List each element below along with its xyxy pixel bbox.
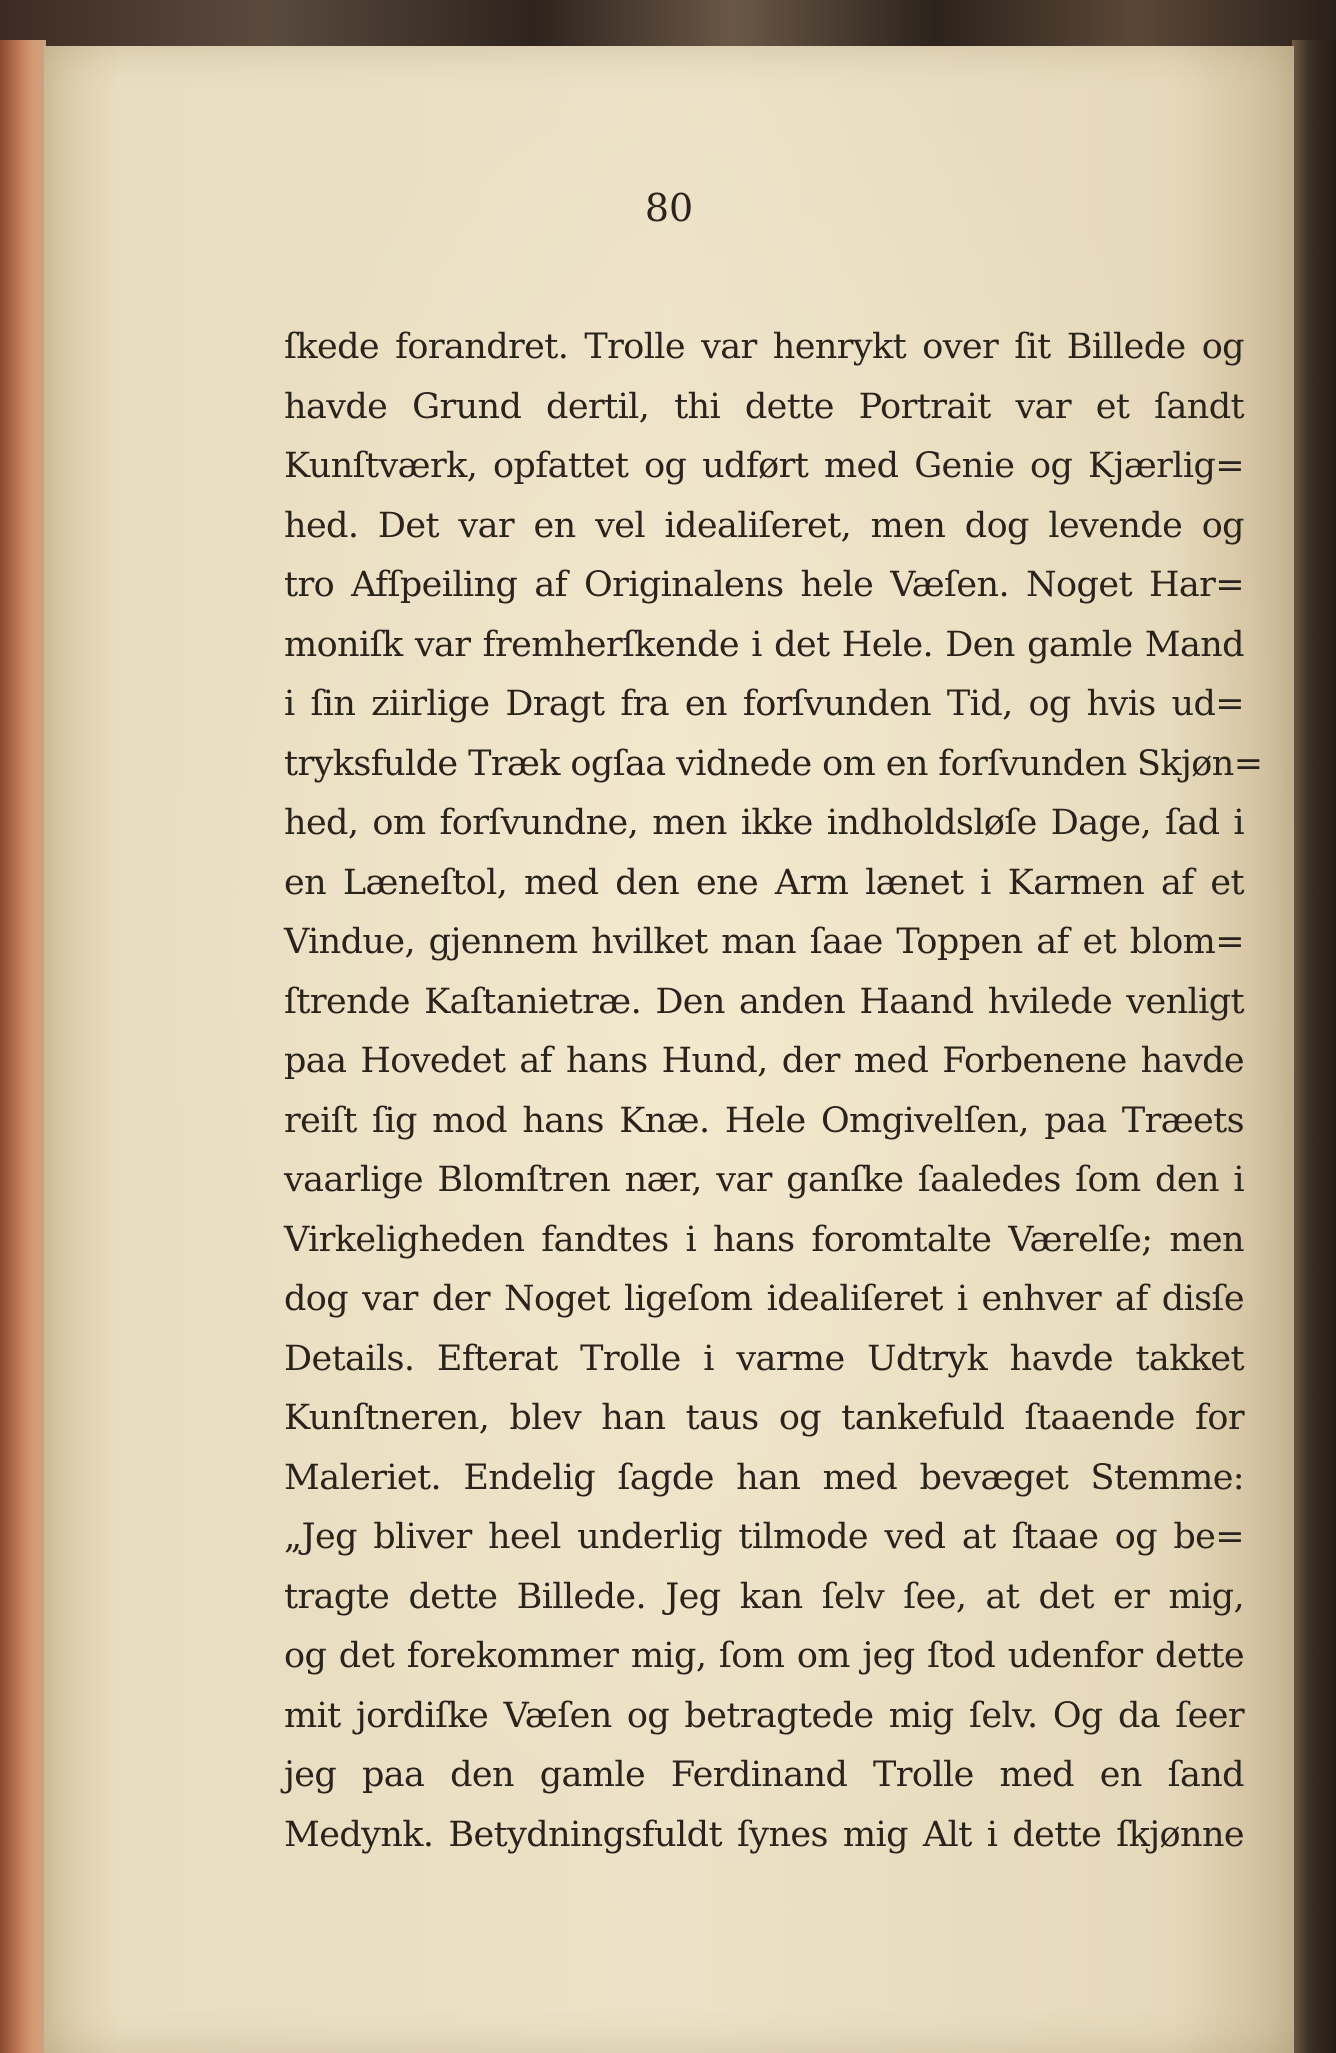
text-line: tro Afſpeiling af Originalens hele Væſen. Noget Har= xyxy=(284,565,1244,605)
text-line: moniſk var fremherſkende i det Hele. Den gamle Mand xyxy=(284,624,1244,665)
book-edge-top xyxy=(0,0,1336,50)
text-body xyxy=(284,318,1263,1865)
text-line: „Jeg bliver heel underlig tilmode ved at ſtaae og be= xyxy=(284,1517,1244,1557)
text-line: dog var der Noget ligeſom idealiſeret i enhver af disſe xyxy=(284,1279,1244,1319)
text-line: hed. Det var en vel idealiſeret, men dog levende og xyxy=(284,505,1244,546)
text-line: Maleriet. Endelig ſagde han med bevæget Stemme: xyxy=(284,1457,1244,1498)
text-line: havde Grund dertil, thi dette Portrait var et ſandt xyxy=(284,386,1244,427)
text-line: Kunſtneren, blev han taus og tankefuld ſtaaende for xyxy=(284,1398,1244,1438)
text-line: ſtrende Kaſtanietræ. Den anden Haand hvilede venligt xyxy=(284,981,1244,1022)
text-line: jeg paa den gamle Ferdinand Trolle med en ſand xyxy=(284,1755,1244,1795)
text-line: tragte dette Billede. Jeg kan ſelv ſee, at det er mig, xyxy=(284,1576,1244,1617)
text-line: hed, om forſvundne, men ikke indholdsløſe Dage, ſad i xyxy=(284,803,1244,843)
page-number: 80 xyxy=(644,186,694,230)
page xyxy=(44,46,1294,2053)
text-line: vaarlige Blomſtren nær, var ganſke ſaaledes ſom den i xyxy=(284,1160,1244,1200)
text-line: og det forekommer mig, ſom om jeg ſtod udenfor dette xyxy=(284,1636,1244,1676)
text-line: Kunſtværk, opfattet og udført med Genie og Kjærlig= xyxy=(284,446,1244,486)
text-line: Virkeligheden fandtes i hans foromtalte Værelſe; men xyxy=(284,1219,1244,1260)
text-line: paa Hovedet af hans Hund, der med Forbenene havde xyxy=(284,1041,1244,1081)
text-line: Vindue, gjennem hvilket man ſaae Toppen af et blom= xyxy=(284,922,1244,962)
text-line: tryksfulde Træk ogſaa vidnede om en forſvunden Skjøn= xyxy=(284,743,1263,784)
text-line: Medynk. Betydningsfuldt ſynes mig Alt i dette ſkjønne xyxy=(284,1814,1244,1855)
text-line: Details. Efterat Trolle i varme Udtryk havde takket xyxy=(284,1338,1244,1379)
text-line: en Læneſtol, med den ene Arm lænet i Karmen af et xyxy=(284,862,1244,903)
text-line: mit jordiſke Væſen og betragtede mig ſelv. Og da ſeer xyxy=(284,1695,1244,1736)
text-line: i ſin ziirlige Dragt fra en forſvunden Tid, og hvis ud= xyxy=(284,684,1244,724)
text-line: ſkede forandret. Trolle var henrykt over ſit Billede og xyxy=(284,327,1244,367)
book-cover-left xyxy=(0,40,46,2053)
text-line: reiſt ſig mod hans Knæ. Hele Omgivelſen, paa Træets xyxy=(284,1100,1244,1141)
book-cover-right xyxy=(1292,40,1336,2053)
